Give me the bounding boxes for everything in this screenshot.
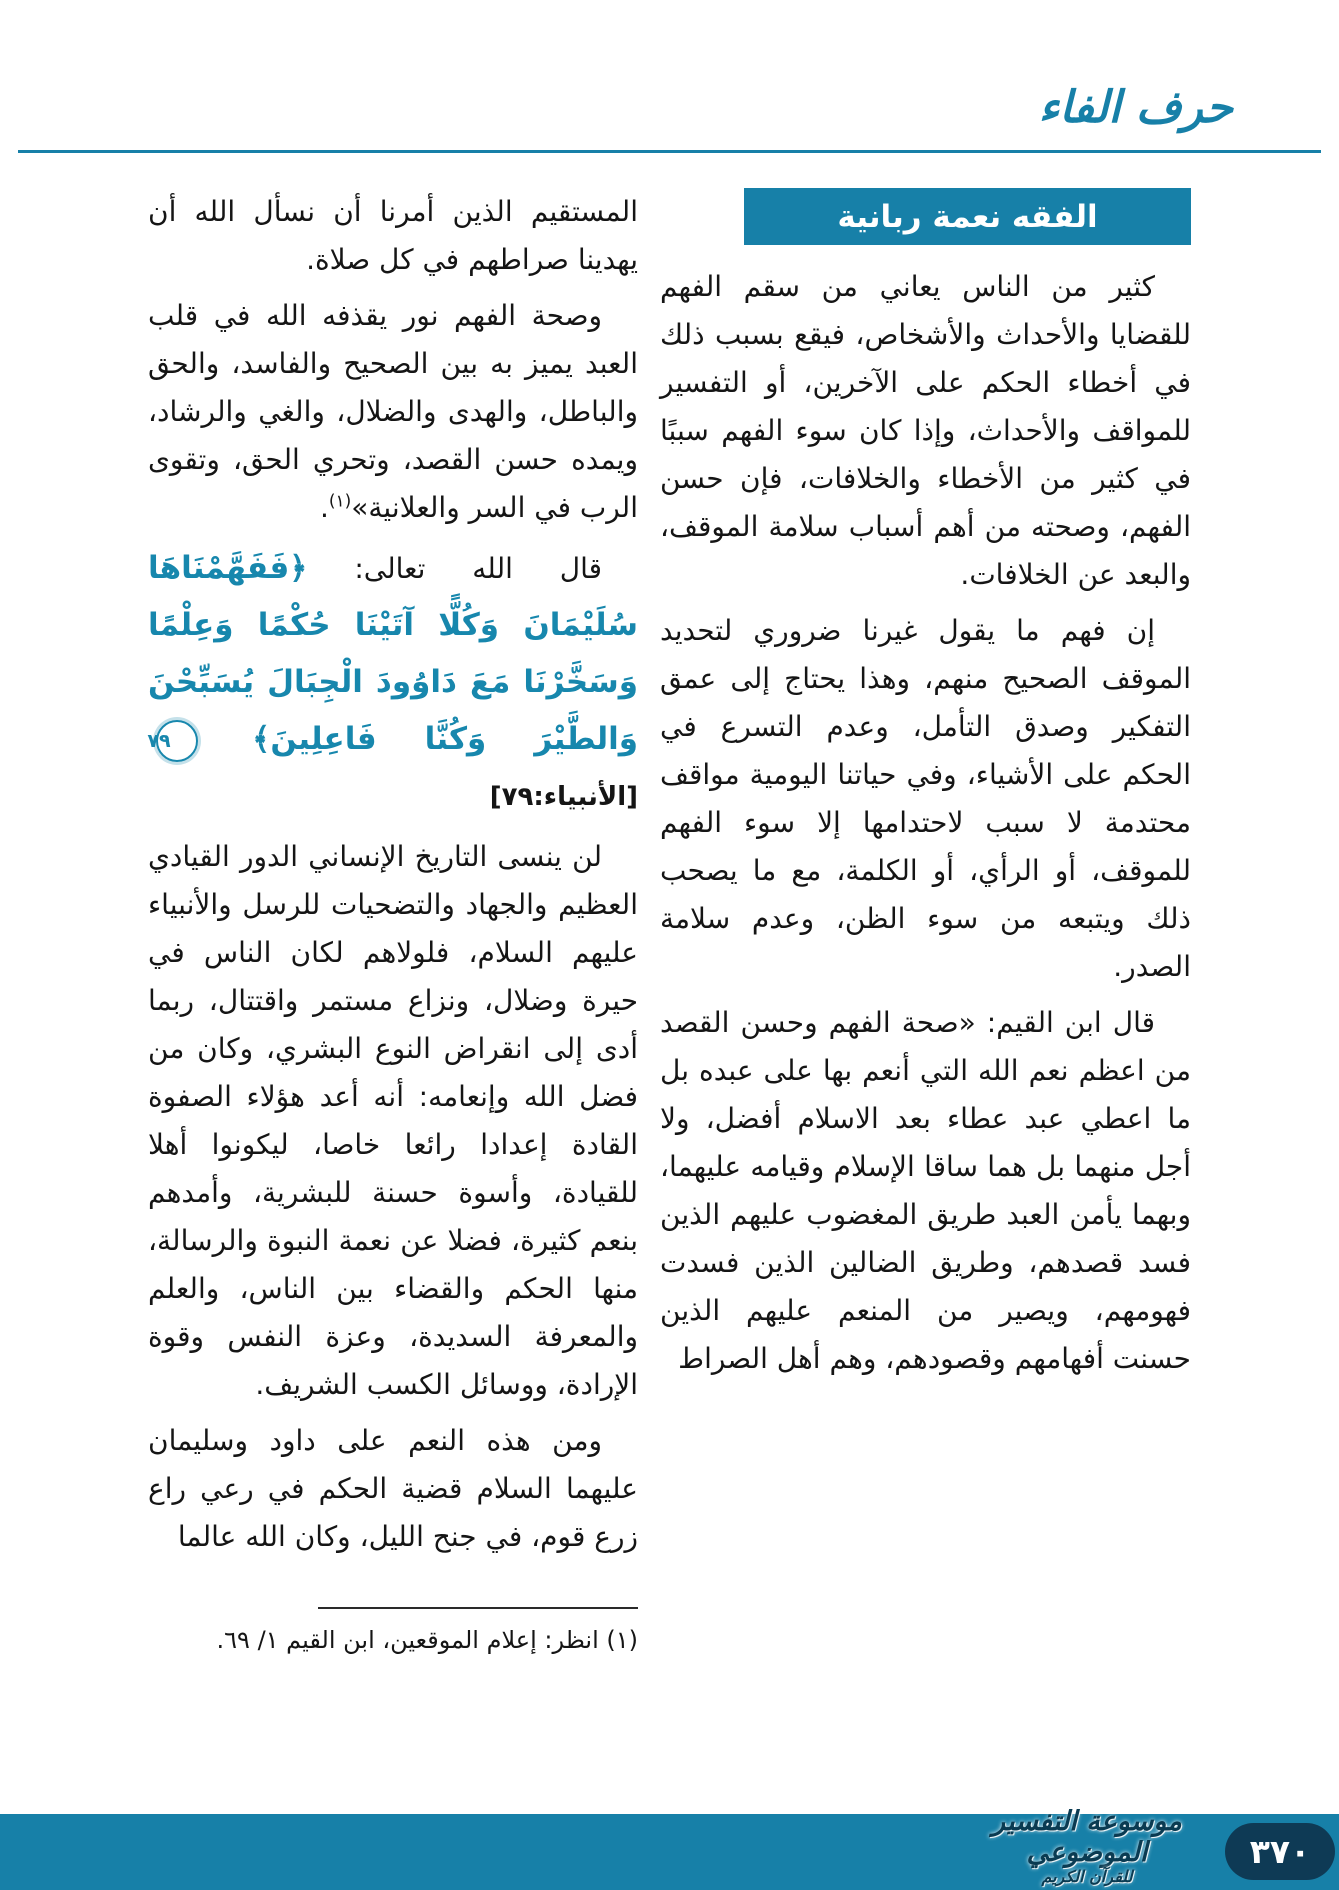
- publisher-logo-title: موسوعة التفسير الموضوعي: [992, 1805, 1182, 1868]
- header-divider: [18, 150, 1321, 153]
- column-right: [660, 188, 1191, 1391]
- section-title: الفقه نعمة ربانية: [837, 198, 1098, 235]
- quran-verse-block: [148, 540, 638, 825]
- paragraph: المستقيم الذين أمرنا أن نسأل الله أن يهدينا صراطهم في كل صلاة.: [148, 195, 638, 276]
- verse-intro: قال الله تعالى:: [354, 552, 602, 585]
- ayah-number: ٧٩: [147, 730, 171, 752]
- publisher-logo: [977, 1806, 1197, 1886]
- quran-verse-text: ﴿فَفَهَّمْنَاهَا سُلَيْمَانَ وَكُلًّا آتَيْنَا حُكْمًا وَعِلْمًا وَسَخَّرْنَا مَعَ دَاوُودَ الْجِبَالَ يُسَبِّحْنَ وَالطَّيْرَ وَكُنَّا فَاعِلِينَ﴾: [148, 550, 638, 757]
- sentence-end: .: [319, 491, 329, 524]
- ayah-number-ornament: [147, 720, 198, 762]
- page-content: [148, 188, 1191, 1659]
- paragraph: قال ابن القيم: «صحة الفهم وحسن القصد من اعظم نعم الله التي أنعم بها على عبده بل ما اعطي عبد عطاء بعد الاسلام أفضل، ولا أجل منهما بل هما ساقا الإسلام وقيامه عليهما، وبهما يأمن العبد طريق المغضوب عليهم الذين فسد قصدهم، وطريق الضالين الذين فسدت فهومهم، ويصير من المنعم عليهم الذين حسنت أفهامهم وقصودهم، وهم أهل الصراط: [660, 1006, 1191, 1375]
- paragraph-with-footnote: [148, 292, 638, 532]
- footnote-text: (١) انظر: إعلام الموقعين، ابن القيم ١/ ٦٩.: [216, 1626, 638, 1654]
- footnote-area: [148, 1607, 638, 1659]
- paragraph: ومن هذه النعم على داود وسليمان عليهما السلام قضية الحكم في رعي راع زرع قوم، في جنح الليل، وكان الله عالما: [148, 1424, 638, 1553]
- page-number-value: ٣٧٠: [1249, 1832, 1311, 1871]
- footnote-divider: [318, 1607, 638, 1609]
- paragraph: كثير من الناس يعاني من سقم الفهم للقضايا والأحداث والأشخاص، فيقع بسبب ذلك في أخطاء الحكم على الآخرين، أو التفسير للمواقف والأحداث، وإذا كان سوء الفهم سببًا في كثير من الأخطاء والخلافات، فإن حسن الفهم، وصحته من أهم أسباب سلامة الموقف، والبعد عن الخلافات.: [660, 270, 1191, 591]
- footnote-marker: (١): [328, 491, 352, 512]
- section-title-box: [744, 188, 1191, 245]
- publisher-logo-subtitle: للقرآن الكريم: [1041, 1866, 1133, 1886]
- page-number: [1225, 1823, 1335, 1880]
- column-left: [148, 188, 638, 1659]
- paragraph-text: وصحة الفهم نور يقذفه الله في قلب العبد يميز به بين الصحيح والفاسد، والحق والباطل، والهدى والضلال، والغي والرشاد، ويمده حسن القصد، وتحري الحق، وتقوى الرب في السر والعلانية»: [148, 299, 638, 524]
- paragraph: لن ينسى التاريخ الإنساني الدور القيادي العظيم والجهاد والتضحيات للرسل والأنبياء عليهم السلام، فلولاهم لكان الناس في حيرة وضلال، ونزاع مستمر واقتتال، ربما أدى إلى انقراض النوع البشري، وكان من فضل الله وإنعامه: أنه أعد هؤلاء الصفوة القادة إعدادا رائعا خاصا، ليكونوا أهلا للقيادة، وأسوة حسنة للبشرية، وأمدهم بنعم كثيرة، فضلا عن نعمة النبوة والرسالة، منها الحكم والقضاء بين الناس، والعلم والمعرفة السديدة، وعزة النفس وقوة الإرادة، ووسائل الكسب الشريف.: [148, 840, 638, 1401]
- verse-reference: [الأنبياء:٧٩]: [489, 782, 638, 812]
- chapter-header: حرف الفاء: [1038, 82, 1233, 133]
- paragraph: إن فهم ما يقول غيرنا ضروري لتحديد الموقف الصحيح منهم، وهذا يحتاج إلى عمق التفكير وصدق التأمل، وعدم التسرع في الحكم على الأشياء، وفي حياتنا اليومية مواقف محتدمة لا سبب لاحتدامها إلا سوء الفهم للموقف، أو الرأي، أو الكلمة، مع ما يصحب ذلك ويتبعه من سوء الظن، وعدم سلامة الصدر.: [660, 614, 1191, 983]
